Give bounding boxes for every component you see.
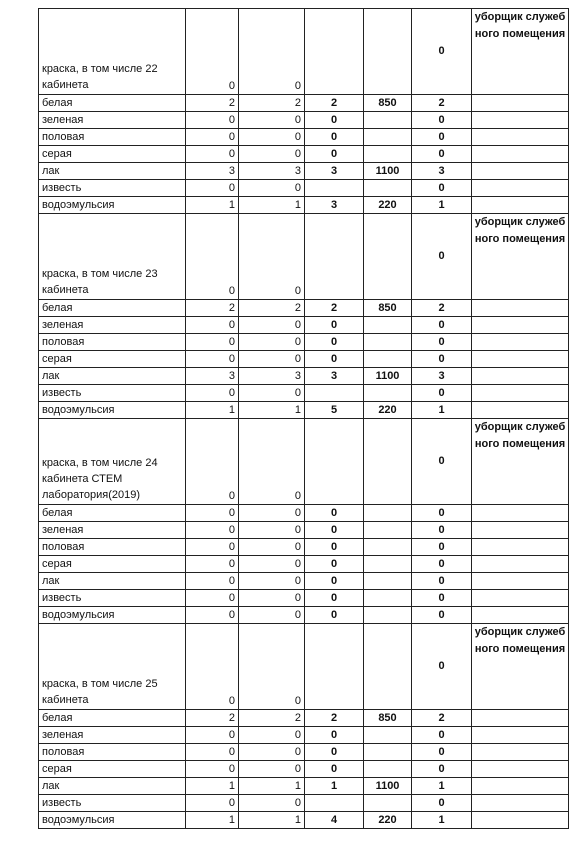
item-name-cell: известь (39, 385, 186, 402)
quantity-cell: 3 (239, 163, 305, 180)
amount-cell: 0 (305, 744, 364, 761)
item-name-cell: серая (39, 146, 186, 163)
empty-note-cell (472, 761, 569, 778)
amount-cell: 0 (305, 607, 364, 624)
empty-note-cell (472, 573, 569, 590)
amount-cell: 0 (305, 505, 364, 522)
quantity-cell: 0 (186, 351, 239, 368)
total-cell: 3 (412, 163, 472, 180)
amount-cell: 0 (305, 112, 364, 129)
empty-note-cell (472, 505, 569, 522)
item-name-cell: водоэмульсия (39, 812, 186, 829)
item-name-cell: лак (39, 778, 186, 795)
total-cell: 2 (412, 300, 472, 317)
total-cell: 0 (412, 590, 472, 607)
total-cell: 0 (412, 761, 472, 778)
total-cell: 0 (412, 180, 472, 197)
table-row (39, 112, 569, 129)
price-cell (364, 180, 412, 197)
amount-cell: 0 (305, 761, 364, 778)
empty-note-cell (472, 539, 569, 556)
price-cell: 1100 (364, 368, 412, 385)
price-cell (364, 317, 412, 334)
empty-note-cell (472, 334, 569, 351)
quantity-cell: 0 (186, 556, 239, 573)
amount-cell (305, 180, 364, 197)
empty-note-cell (472, 710, 569, 727)
table-row (39, 795, 569, 812)
quantity-cell: 1 (239, 402, 305, 419)
empty-note-cell (472, 727, 569, 744)
responsible-person-cell: уборщик служебного помещения (472, 214, 569, 300)
item-name-cell: водоэмульсия (39, 402, 186, 419)
total-cell: 1 (412, 197, 472, 214)
category-name-cell: краска, в том числе 23 кабинета (39, 214, 186, 300)
empty-note-cell (472, 129, 569, 146)
category-header-row (39, 624, 569, 710)
total-cell: 0 (412, 334, 472, 351)
total-cell: 0 (412, 112, 472, 129)
price-cell (364, 385, 412, 402)
total-cell: 0 (412, 351, 472, 368)
item-name-cell: лак (39, 573, 186, 590)
price-cell (364, 214, 412, 300)
quantity-cell: 2 (186, 710, 239, 727)
price-cell: 850 (364, 95, 412, 112)
price-cell (364, 334, 412, 351)
quantity-cell: 0 (239, 744, 305, 761)
table-row (39, 778, 569, 795)
table-row (39, 163, 569, 180)
total-cell: 0 (412, 9, 472, 95)
price-cell (364, 112, 412, 129)
quantity-cell: 1 (186, 778, 239, 795)
total-cell: 0 (412, 214, 472, 300)
total-cell: 0 (412, 146, 472, 163)
quantity-cell: 2 (239, 300, 305, 317)
quantity-cell: 0 (239, 214, 305, 300)
table-row (39, 761, 569, 778)
total-cell: 0 (412, 795, 472, 812)
quantity-cell: 0 (186, 385, 239, 402)
amount-cell: 0 (305, 522, 364, 539)
amount-cell (305, 419, 364, 505)
quantity-cell: 0 (186, 146, 239, 163)
table-row (39, 402, 569, 419)
quantity-cell: 0 (186, 180, 239, 197)
empty-note-cell (472, 795, 569, 812)
amount-cell: 2 (305, 95, 364, 112)
quantity-cell: 0 (239, 624, 305, 710)
table-row (39, 812, 569, 829)
item-name-cell: половая (39, 744, 186, 761)
empty-note-cell (472, 744, 569, 761)
item-name-cell: водоэмульсия (39, 607, 186, 624)
quantity-cell: 0 (186, 317, 239, 334)
price-cell (364, 556, 412, 573)
quantity-cell: 0 (239, 146, 305, 163)
empty-note-cell (472, 812, 569, 829)
amount-cell: 1 (305, 778, 364, 795)
table-row (39, 300, 569, 317)
amount-cell (305, 214, 364, 300)
quantity-cell: 1 (239, 812, 305, 829)
empty-note-cell (472, 300, 569, 317)
item-name-cell: лак (39, 368, 186, 385)
table-row (39, 317, 569, 334)
item-name-cell: серая (39, 351, 186, 368)
total-cell: 0 (412, 505, 472, 522)
price-cell (364, 146, 412, 163)
quantity-cell: 0 (186, 795, 239, 812)
category-header-row (39, 9, 569, 95)
quantity-cell: 0 (186, 607, 239, 624)
total-cell: 0 (412, 317, 472, 334)
amount-cell: 0 (305, 590, 364, 607)
price-cell (364, 744, 412, 761)
category-header-row (39, 214, 569, 300)
quantity-cell: 0 (186, 624, 239, 710)
table-row (39, 180, 569, 197)
price-cell (364, 590, 412, 607)
item-name-cell: белая (39, 505, 186, 522)
total-cell: 0 (412, 129, 472, 146)
quantity-cell: 2 (186, 300, 239, 317)
quantity-cell: 0 (239, 522, 305, 539)
quantity-cell: 0 (239, 539, 305, 556)
total-cell: 1 (412, 778, 472, 795)
inventory-table-body (39, 9, 569, 829)
item-name-cell: лак (39, 163, 186, 180)
quantity-cell: 0 (186, 573, 239, 590)
quantity-cell: 0 (186, 505, 239, 522)
amount-cell: 3 (305, 368, 364, 385)
price-cell (364, 727, 412, 744)
price-cell: 1100 (364, 778, 412, 795)
quantity-cell: 0 (239, 761, 305, 778)
amount-cell (305, 385, 364, 402)
empty-note-cell (472, 385, 569, 402)
quantity-cell: 0 (186, 727, 239, 744)
quantity-cell: 3 (186, 368, 239, 385)
quantity-cell: 0 (239, 573, 305, 590)
quantity-cell: 0 (186, 214, 239, 300)
table-row (39, 197, 569, 214)
amount-cell: 3 (305, 197, 364, 214)
quantity-cell: 0 (186, 419, 239, 505)
item-name-cell: белая (39, 95, 186, 112)
quantity-cell: 0 (186, 129, 239, 146)
price-cell (364, 761, 412, 778)
quantity-cell: 0 (239, 351, 305, 368)
quantity-cell: 0 (239, 795, 305, 812)
quantity-cell: 0 (239, 590, 305, 607)
quantity-cell: 0 (239, 334, 305, 351)
table-row (39, 744, 569, 761)
item-name-cell: зеленая (39, 317, 186, 334)
amount-cell (305, 795, 364, 812)
empty-note-cell (472, 522, 569, 539)
quantity-cell: 0 (239, 505, 305, 522)
total-cell: 3 (412, 368, 472, 385)
inventory-table (38, 8, 569, 829)
quantity-cell: 0 (239, 556, 305, 573)
total-cell: 0 (412, 573, 472, 590)
price-cell (364, 573, 412, 590)
quantity-cell: 0 (186, 539, 239, 556)
quantity-cell: 0 (186, 334, 239, 351)
table-row (39, 590, 569, 607)
table-row (39, 351, 569, 368)
total-cell: 0 (412, 607, 472, 624)
total-cell: 0 (412, 419, 472, 505)
table-row (39, 505, 569, 522)
table-row (39, 334, 569, 351)
quantity-cell: 1 (186, 402, 239, 419)
price-cell: 220 (364, 402, 412, 419)
amount-cell: 0 (305, 727, 364, 744)
quantity-cell: 2 (186, 95, 239, 112)
quantity-cell: 0 (186, 522, 239, 539)
category-header-row (39, 419, 569, 505)
price-cell (364, 607, 412, 624)
total-cell: 0 (412, 624, 472, 710)
item-name-cell: зеленая (39, 727, 186, 744)
amount-cell (305, 624, 364, 710)
empty-note-cell (472, 590, 569, 607)
table-row (39, 385, 569, 402)
empty-note-cell (472, 163, 569, 180)
price-cell (364, 505, 412, 522)
empty-note-cell (472, 556, 569, 573)
table-row (39, 146, 569, 163)
quantity-cell: 0 (239, 180, 305, 197)
quantity-cell: 2 (239, 710, 305, 727)
price-cell (364, 539, 412, 556)
empty-note-cell (472, 146, 569, 163)
table-row (39, 539, 569, 556)
table-row (39, 368, 569, 385)
amount-cell: 0 (305, 334, 364, 351)
item-name-cell: половая (39, 334, 186, 351)
amount-cell: 0 (305, 539, 364, 556)
empty-note-cell (472, 607, 569, 624)
amount-cell: 2 (305, 710, 364, 727)
table-row (39, 710, 569, 727)
quantity-cell: 1 (186, 812, 239, 829)
quantity-cell: 1 (186, 197, 239, 214)
total-cell: 0 (412, 727, 472, 744)
item-name-cell: белая (39, 300, 186, 317)
quantity-cell: 0 (239, 607, 305, 624)
total-cell: 0 (412, 539, 472, 556)
table-row (39, 129, 569, 146)
item-name-cell: серая (39, 556, 186, 573)
empty-note-cell (472, 112, 569, 129)
table-row (39, 607, 569, 624)
item-name-cell: серая (39, 761, 186, 778)
empty-note-cell (472, 368, 569, 385)
empty-note-cell (472, 351, 569, 368)
price-cell (364, 522, 412, 539)
empty-note-cell (472, 778, 569, 795)
quantity-cell: 0 (186, 590, 239, 607)
quantity-cell: 1 (239, 778, 305, 795)
empty-note-cell (472, 197, 569, 214)
responsible-person-cell: уборщик служебного помещения (472, 419, 569, 505)
quantity-cell: 0 (239, 112, 305, 129)
item-name-cell: водоэмульсия (39, 197, 186, 214)
quantity-cell: 1 (239, 197, 305, 214)
price-cell (364, 795, 412, 812)
amount-cell: 0 (305, 129, 364, 146)
price-cell (364, 624, 412, 710)
item-name-cell: половая (39, 539, 186, 556)
item-name-cell: известь (39, 590, 186, 607)
total-cell: 0 (412, 385, 472, 402)
price-cell: 1100 (364, 163, 412, 180)
price-cell: 850 (364, 300, 412, 317)
total-cell: 0 (412, 744, 472, 761)
quantity-cell: 3 (186, 163, 239, 180)
quantity-cell: 0 (239, 727, 305, 744)
amount-cell: 0 (305, 146, 364, 163)
item-name-cell: зеленая (39, 522, 186, 539)
table-row (39, 573, 569, 590)
quantity-cell: 0 (239, 385, 305, 402)
table-row (39, 95, 569, 112)
quantity-cell: 0 (239, 317, 305, 334)
total-cell: 0 (412, 522, 472, 539)
empty-note-cell (472, 317, 569, 334)
price-cell: 220 (364, 812, 412, 829)
total-cell: 1 (412, 812, 472, 829)
amount-cell (305, 9, 364, 95)
responsible-person-cell: уборщик служебного помещения (472, 624, 569, 710)
item-name-cell: белая (39, 710, 186, 727)
amount-cell: 0 (305, 573, 364, 590)
empty-note-cell (472, 180, 569, 197)
item-name-cell: зеленая (39, 112, 186, 129)
category-name-cell: краска, в том числе 24 кабинета СТЕМ лаборатория(2019) (39, 419, 186, 505)
quantity-cell: 3 (239, 368, 305, 385)
table-row (39, 727, 569, 744)
quantity-cell: 0 (186, 9, 239, 95)
amount-cell: 0 (305, 351, 364, 368)
table-row (39, 556, 569, 573)
price-cell (364, 9, 412, 95)
quantity-cell: 2 (239, 95, 305, 112)
total-cell: 0 (412, 556, 472, 573)
amount-cell: 0 (305, 317, 364, 334)
price-cell: 850 (364, 710, 412, 727)
amount-cell: 5 (305, 402, 364, 419)
quantity-cell: 0 (186, 112, 239, 129)
item-name-cell: известь (39, 180, 186, 197)
quantity-cell: 0 (186, 761, 239, 778)
item-name-cell: половая (39, 129, 186, 146)
total-cell: 1 (412, 402, 472, 419)
category-name-cell: краска, в том числе 25 кабинета (39, 624, 186, 710)
price-cell (364, 129, 412, 146)
total-cell: 2 (412, 95, 472, 112)
table-row (39, 522, 569, 539)
quantity-cell: 0 (239, 419, 305, 505)
amount-cell: 4 (305, 812, 364, 829)
quantity-cell: 0 (186, 744, 239, 761)
price-cell (364, 419, 412, 505)
price-cell: 220 (364, 197, 412, 214)
price-cell (364, 351, 412, 368)
item-name-cell: известь (39, 795, 186, 812)
amount-cell: 3 (305, 163, 364, 180)
amount-cell: 0 (305, 556, 364, 573)
empty-note-cell (472, 95, 569, 112)
category-name-cell: краска, в том числе 22 кабинета (39, 9, 186, 95)
responsible-person-cell: уборщик служебного помещения (472, 9, 569, 95)
amount-cell: 2 (305, 300, 364, 317)
quantity-cell: 0 (239, 129, 305, 146)
quantity-cell: 0 (239, 9, 305, 95)
empty-note-cell (472, 402, 569, 419)
total-cell: 2 (412, 710, 472, 727)
